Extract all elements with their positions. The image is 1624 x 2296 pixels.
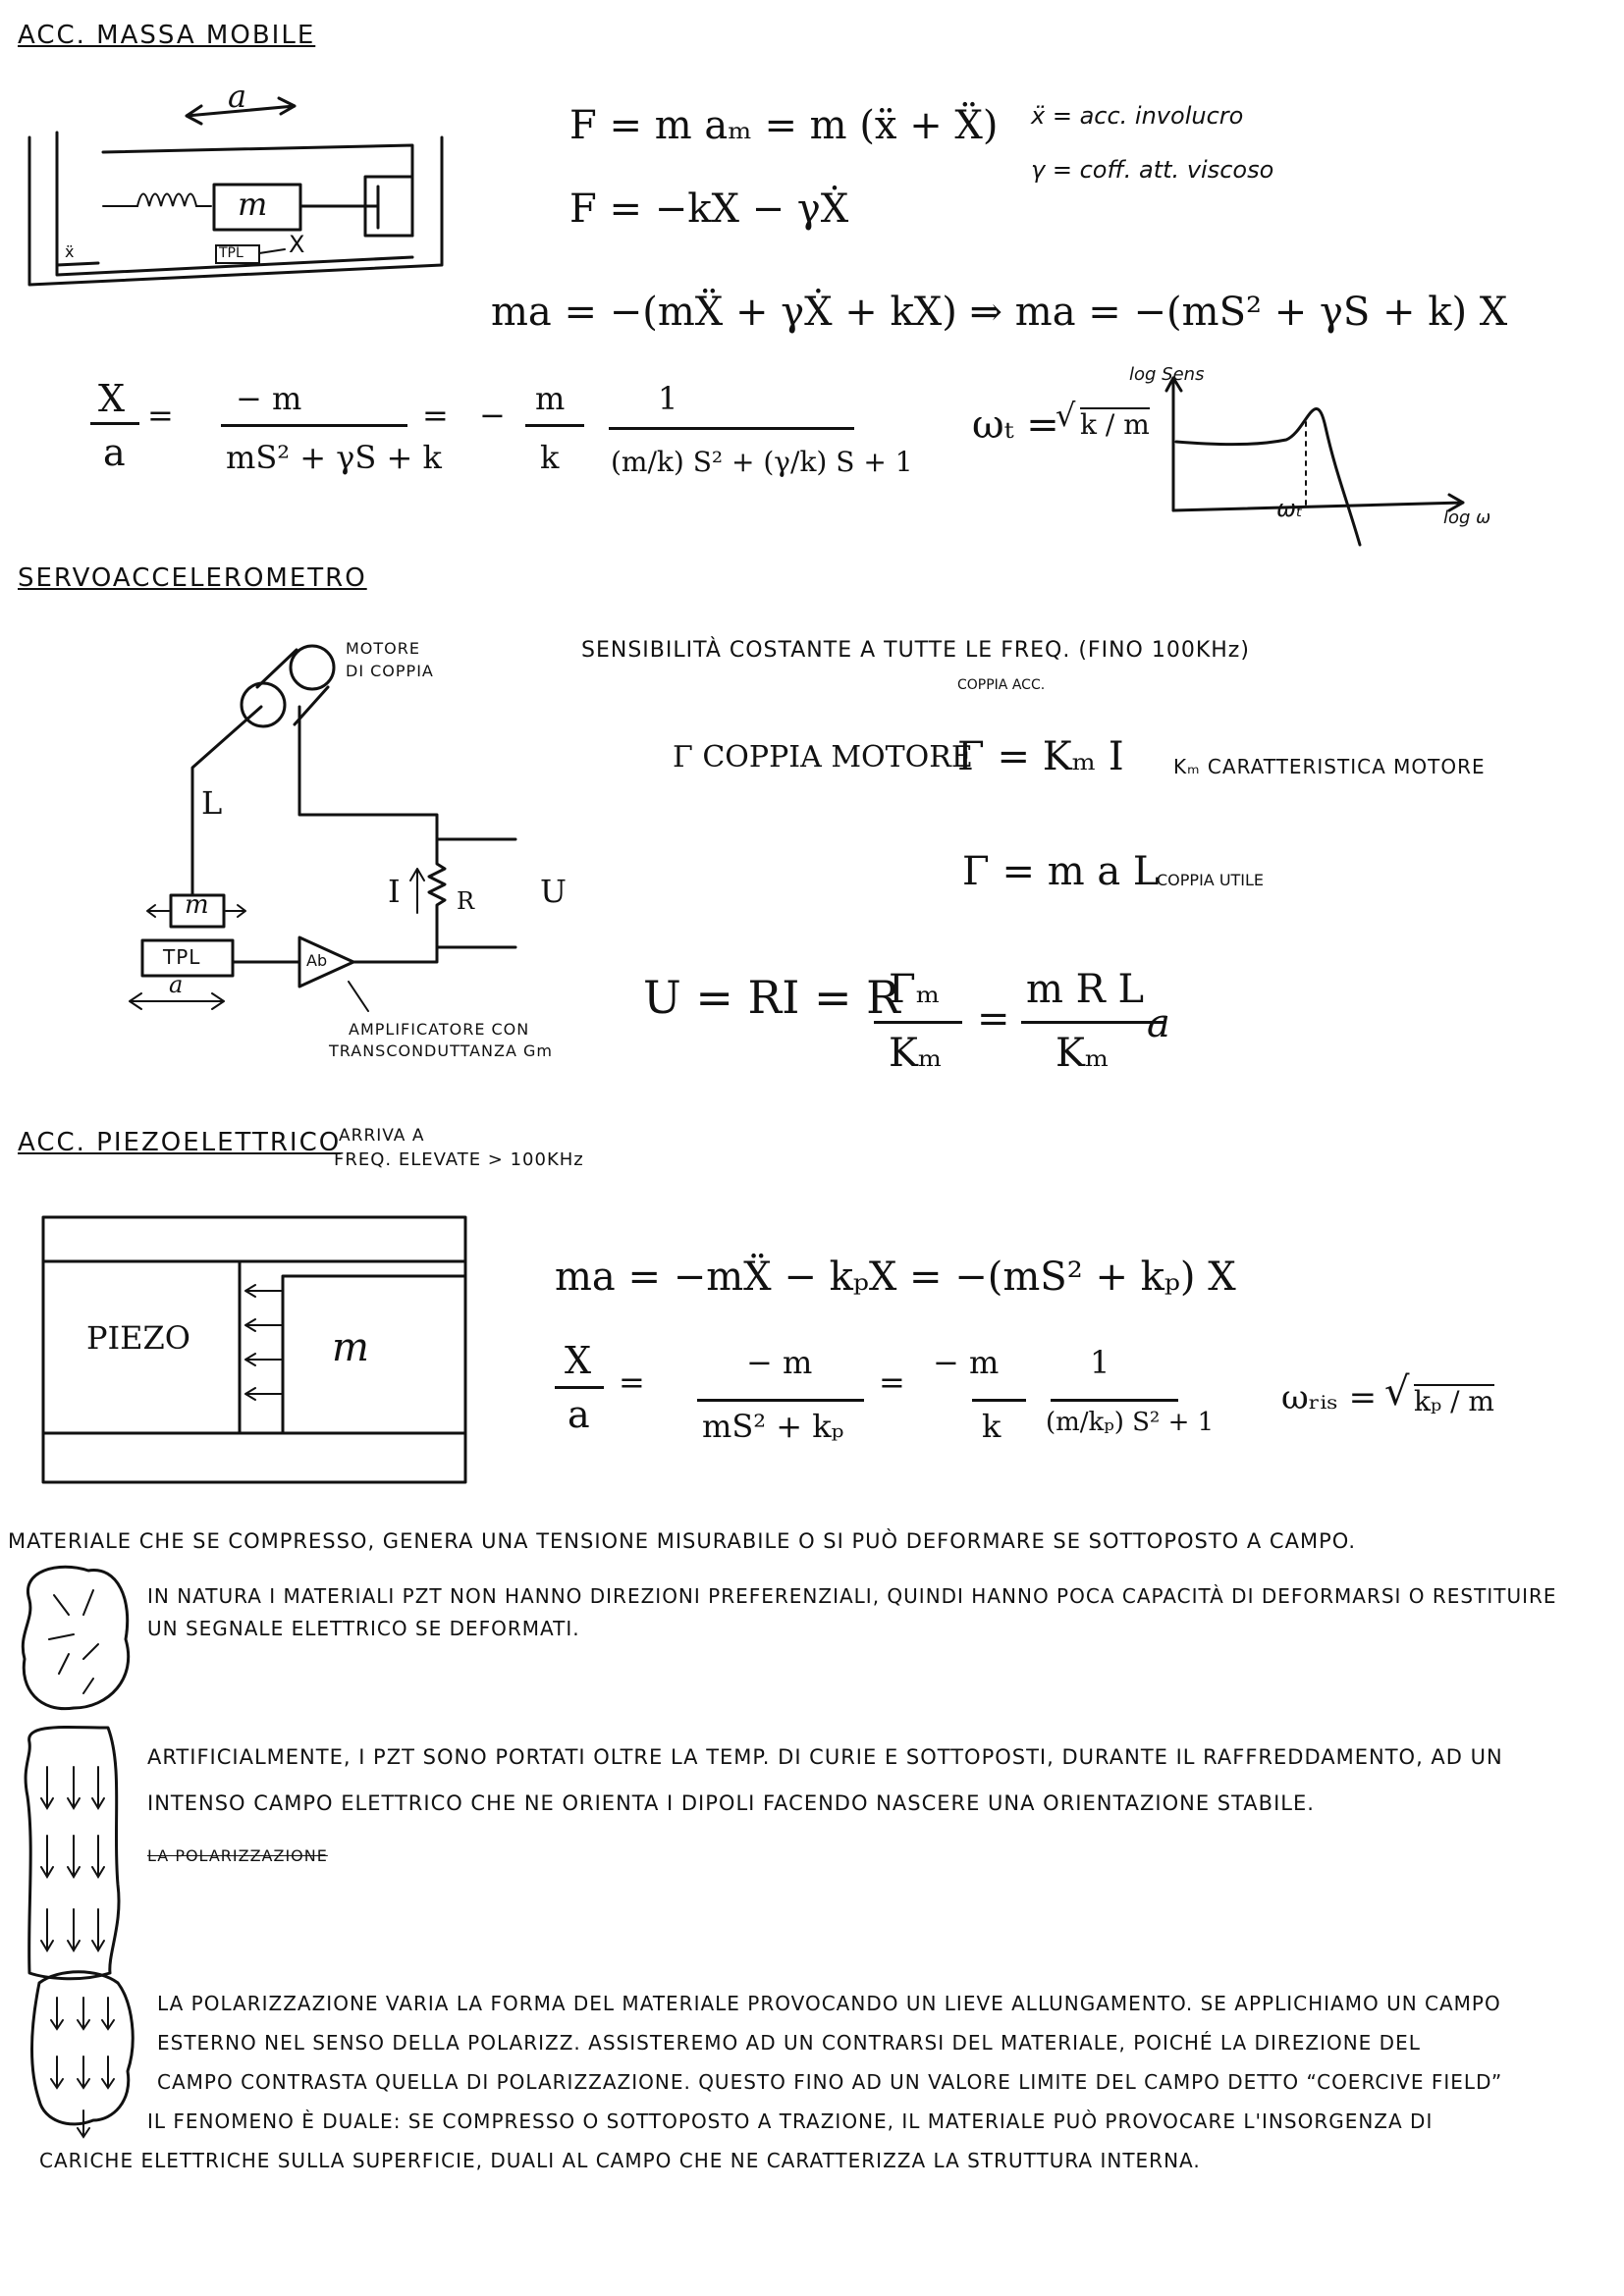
tf1-f2-bar bbox=[525, 424, 584, 427]
tf1-lhs-bar bbox=[90, 422, 139, 425]
heading-servo: SERVOACCELEROMETRO bbox=[18, 563, 367, 593]
U-label: U bbox=[540, 873, 567, 910]
text-p3b: INTENSO CAMPO ELETTRICO CHE NE ORIENTA I DIPOLI FACENDO NASCERE UNA ORIENTAZIONE STABILE. bbox=[147, 1791, 1315, 1815]
text-p3a: ARTIFICIALMENTE, I PZT SONO PORTATI OLTRE LA TEMP. DI CURIE E SOTTOPOSTI, DURANTE IL RAFFREDDAMENTO, AD UN bbox=[147, 1745, 1503, 1769]
coppia-acc: COPPIA ACC. bbox=[957, 677, 1046, 693]
eq-u-frac1-bar bbox=[874, 1021, 962, 1024]
note-gamma: γ = coff. att. viscoso bbox=[1031, 156, 1274, 184]
accel-label: a bbox=[228, 78, 247, 115]
eq-u-eq: = bbox=[977, 996, 1010, 1041]
plot-mark: ωₜ bbox=[1276, 495, 1304, 522]
tf3-lhs-bar bbox=[555, 1386, 604, 1389]
km-label: Kₘ CARATTERISTICA MOTORE bbox=[1173, 755, 1486, 778]
tf1-minus: − bbox=[479, 397, 506, 434]
text-p4a: LA POLARIZZAZIONE VARIA LA FORMA DEL MATERIALE PROVOCANDO UN LIEVE ALLUNGAMENTO. SE APPLICHIAMO UN CAMPO bbox=[157, 1992, 1501, 2015]
mass-label: m bbox=[238, 186, 268, 223]
sens-line: SENSIBILITÀ COSTANTE A TUTTE LE FREQ. (FINO 100KHz) bbox=[581, 638, 1250, 663]
plot-xlabel: log ω bbox=[1443, 507, 1491, 528]
servo-tpl-label: TPL bbox=[163, 945, 201, 969]
tf1-f3-bar bbox=[609, 427, 854, 430]
tf1-eq-sign-2: = bbox=[422, 397, 449, 434]
piezo-note-2: FREQ. ELEVATE > 100KHz bbox=[334, 1149, 584, 1170]
gamma-label: Γ COPPIA MOTORE bbox=[673, 740, 973, 774]
motor-label-2: DI COPPIA bbox=[346, 662, 434, 680]
piezo-m-label: m bbox=[332, 1325, 369, 1370]
text-p5a: IL FENOMENO È DUALE: SE COMPRESSO O SOTTOPOSTO A TRAZIONE, IL MATERIALE PUÒ PROVOCARE L'INSORGENZA DI bbox=[147, 2109, 1434, 2133]
tf1-f2-den: k bbox=[540, 439, 560, 476]
tf1-f3-num: 1 bbox=[658, 380, 678, 417]
servo-m-label: m bbox=[185, 890, 209, 920]
x-label: X bbox=[289, 231, 305, 258]
eq-u-frac2-bar bbox=[1021, 1021, 1164, 1024]
note-xdd: ẍ = acc. involucro bbox=[1031, 102, 1244, 130]
tf3-f1-num: − m bbox=[746, 1344, 813, 1381]
tf3-f1-den: mS² + kₚ bbox=[702, 1408, 844, 1445]
tf3-f2-num: − m bbox=[933, 1344, 1000, 1381]
tf1-f1-den: mS² + γS + k bbox=[226, 439, 442, 476]
text-p1: MATERIALE CHE SE COMPRESSO, GENERA UNA TENSIONE MISURABILE O SI PUÒ DEFORMARE SE SOTTOPOSTO A CAMPO. bbox=[8, 1529, 1357, 1553]
eq-main: ma = −(mẌ + γẊ + kX) ⇒ ma = −(mS² + γS + k) X bbox=[491, 290, 1508, 335]
eq-u-lhs: U = RI = R bbox=[643, 971, 900, 1024]
piezo-mass-block bbox=[283, 1276, 465, 1433]
eq-u-frac1-den: Kₘ bbox=[889, 1031, 943, 1076]
servo-a-label: a bbox=[169, 971, 184, 998]
amp-note-2: TRANSCONDUTTANZA Gm bbox=[329, 1041, 553, 1060]
tf3-lhs-num: X bbox=[565, 1339, 592, 1382]
tf3-f2-bar bbox=[972, 1399, 1026, 1402]
wt-rad: k / m bbox=[1080, 408, 1150, 441]
piezo-label: PIEZO bbox=[86, 1319, 190, 1357]
eq-u-frac1-num: Γₘ bbox=[889, 967, 941, 1012]
eq-gamma2: Γ = m a L bbox=[962, 849, 1160, 894]
tf1-f3-den: (m/k) S² + (γ/k) S + 1 bbox=[611, 446, 913, 478]
eq-u-frac2-num: m R L bbox=[1026, 967, 1145, 1012]
tpl-label: TPL bbox=[219, 245, 244, 261]
tf3-f3-bar bbox=[1051, 1399, 1178, 1402]
tf1-lhs-num: X bbox=[98, 377, 126, 420]
wris-rad: kₚ / m bbox=[1414, 1385, 1494, 1417]
wt-lhs: ωₜ = bbox=[972, 402, 1059, 448]
text-p4c: CAMPO CONTRASTA QUELLA DI POLARIZZAZIONE. QUESTO FINO AD UN VALORE LIMITE DEL CAMPO DETTO “COERCIVE FIELD” bbox=[157, 2070, 1503, 2094]
wris-root-sign: √ bbox=[1384, 1369, 1410, 1415]
tf3-f3-den: (m/kₚ) S² + 1 bbox=[1046, 1408, 1215, 1437]
tf1-f1-num: − m bbox=[236, 380, 302, 417]
eq-f2: F = −kX − γẊ bbox=[569, 187, 849, 232]
tf3-f1-bar bbox=[697, 1399, 864, 1402]
coppia-utile: COPPIA UTILE bbox=[1157, 871, 1265, 889]
text-p4b: ESTERNO NEL SENSO DELLA POLARIZZ. ASSISTEREMO AD UN CONTRARSI DEL MATERIALE, POICHÉ LA DIREZIONE DEL bbox=[157, 2031, 1421, 2055]
wt-root-sign: √ bbox=[1056, 397, 1076, 434]
xdd-label: ẍ bbox=[65, 242, 75, 261]
tf3-f3-num: 1 bbox=[1090, 1344, 1110, 1381]
text-p5b: CARICHE ELETTRICHE SULLA SUPERFICIE, DUALI AL CAMPO CHE NE CARATTERIZZA LA STRUTTURA INTERNA. bbox=[39, 2149, 1201, 2172]
tf3-f2-den: k bbox=[982, 1408, 1001, 1445]
dipole-sketches bbox=[23, 1567, 133, 2137]
wris-lhs: ωᵣᵢₛ = bbox=[1281, 1378, 1378, 1417]
eq-f1: F = m aₘ = m (ẍ + Ẍ) bbox=[569, 103, 999, 148]
tf1-f2-num: m bbox=[535, 380, 566, 417]
heading-piezo: ACC. PIEZOELETTRICO bbox=[18, 1128, 342, 1157]
sens-plot bbox=[1166, 378, 1463, 545]
tf1-lhs-den: a bbox=[103, 431, 126, 474]
tf3-lhs-den: a bbox=[568, 1393, 590, 1436]
piezo-note-1: ARRIVA A bbox=[339, 1126, 425, 1146]
piezo-eq-main: ma = −mẌ − kₚX = −(mS² + kₚ) X bbox=[555, 1255, 1236, 1300]
eq-gamma1: Γ = Kₘ I bbox=[957, 734, 1124, 779]
text-p2a: IN NATURA I MATERIALI PZT NON HANNO DIREZIONI PREFERENZIALI, QUINDI HANNO POCA CAPACITÀ DI DEFORMARSI O RESTITUIRE bbox=[147, 1584, 1557, 1608]
L-label: L bbox=[201, 784, 223, 822]
tf1-f1-bar bbox=[221, 424, 407, 427]
heading-massa-mobile: ACC. MASSA MOBILE bbox=[18, 21, 316, 50]
tf1-eq-sign-1: = bbox=[147, 397, 174, 434]
sens-curve bbox=[1176, 408, 1360, 545]
tf3-eq-sign-2: = bbox=[879, 1363, 905, 1401]
tf3-eq-sign-1: = bbox=[619, 1363, 645, 1401]
plot-ylabel: log Sens bbox=[1129, 364, 1205, 385]
text-p3c: LA POLARIZZAZIONE bbox=[147, 1846, 328, 1865]
eq-u-tail: a bbox=[1147, 1001, 1170, 1046]
eq-u-frac2-den: Kₘ bbox=[1056, 1031, 1110, 1076]
amp-label: Ab bbox=[306, 951, 328, 970]
I-label: I bbox=[388, 873, 401, 910]
motor-label-1: MOTORE bbox=[346, 639, 420, 658]
text-p2b: UN SEGNALE ELETTRICO SE DEFORMATI. bbox=[147, 1617, 580, 1640]
R-label: R bbox=[457, 887, 475, 915]
amp-note-1: AMPLIFICATORE CON bbox=[349, 1020, 530, 1039]
